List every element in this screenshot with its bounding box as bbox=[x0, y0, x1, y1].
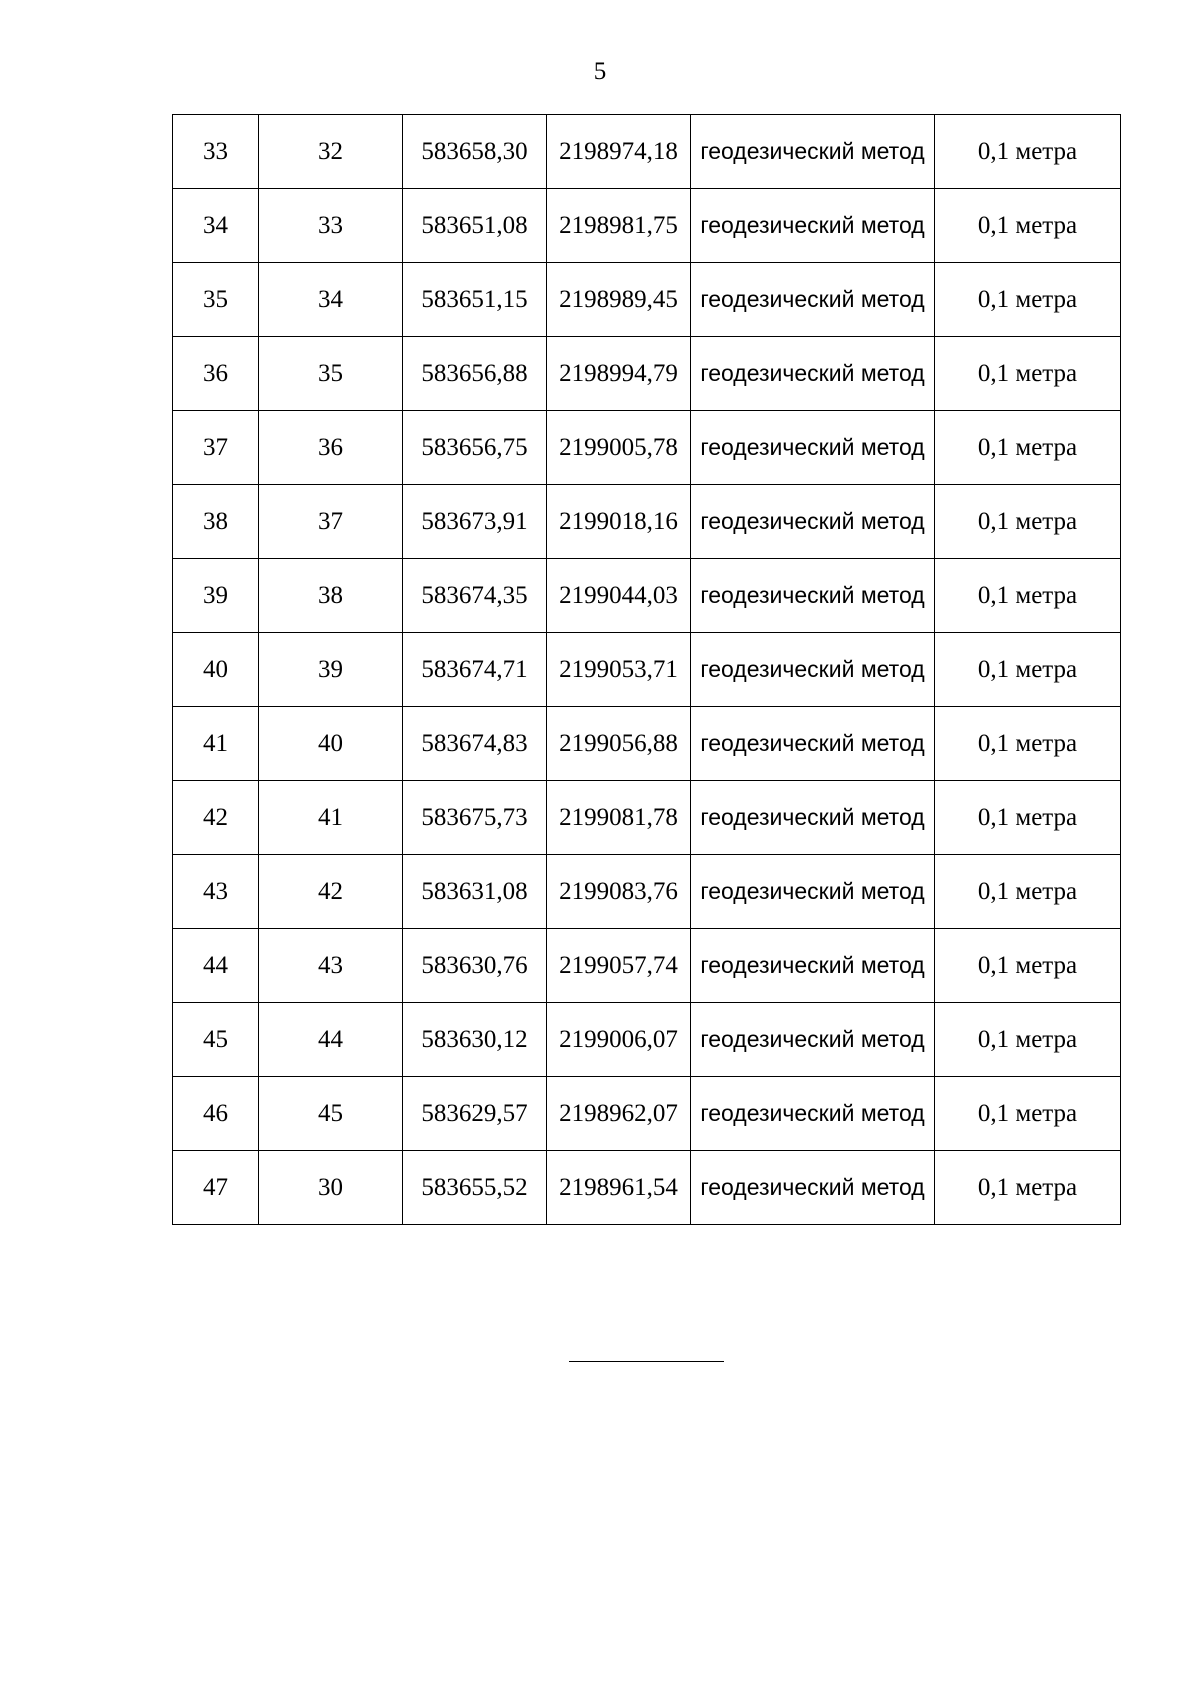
table-row bbox=[173, 929, 1121, 1003]
point-number-cell: 40 bbox=[259, 707, 403, 781]
table-row bbox=[173, 781, 1121, 855]
x-coordinate-cell: 583655,52 bbox=[403, 1151, 547, 1225]
row-number-cell: 47 bbox=[173, 1151, 259, 1225]
row-number-cell: 41 bbox=[173, 707, 259, 781]
accuracy-cell: 0,1 метра bbox=[935, 1003, 1121, 1077]
row-number-cell: 33 bbox=[173, 115, 259, 189]
row-number-cell: 44 bbox=[173, 929, 259, 1003]
x-coordinate-cell: 583630,76 bbox=[403, 929, 547, 1003]
method-cell: геодезический метод bbox=[691, 707, 935, 781]
accuracy-cell: 0,1 метра bbox=[935, 337, 1121, 411]
x-coordinate-cell: 583630,12 bbox=[403, 1003, 547, 1077]
point-number-cell: 36 bbox=[259, 411, 403, 485]
table-row bbox=[173, 707, 1121, 781]
y-coordinate-cell: 2199057,74 bbox=[547, 929, 691, 1003]
method-cell: геодезический метод bbox=[691, 929, 935, 1003]
x-coordinate-cell: 583651,08 bbox=[403, 189, 547, 263]
point-number-cell: 44 bbox=[259, 1003, 403, 1077]
point-number-cell: 41 bbox=[259, 781, 403, 855]
method-cell: геодезический метод bbox=[691, 855, 935, 929]
table-row bbox=[173, 633, 1121, 707]
table-row bbox=[173, 855, 1121, 929]
method-cell: геодезический метод bbox=[691, 1077, 935, 1151]
y-coordinate-cell: 2199044,03 bbox=[547, 559, 691, 633]
x-coordinate-cell: 583674,83 bbox=[403, 707, 547, 781]
y-coordinate-cell: 2199005,78 bbox=[547, 411, 691, 485]
table-row bbox=[173, 263, 1121, 337]
x-coordinate-cell: 583673,91 bbox=[403, 485, 547, 559]
y-coordinate-cell: 2199053,71 bbox=[547, 633, 691, 707]
point-number-cell: 38 bbox=[259, 559, 403, 633]
y-coordinate-cell: 2198981,75 bbox=[547, 189, 691, 263]
accuracy-cell: 0,1 метра bbox=[935, 559, 1121, 633]
row-number-cell: 39 bbox=[173, 559, 259, 633]
point-number-cell: 32 bbox=[259, 115, 403, 189]
point-number-cell: 45 bbox=[259, 1077, 403, 1151]
x-coordinate-cell: 583675,73 bbox=[403, 781, 547, 855]
accuracy-cell: 0,1 метра bbox=[935, 929, 1121, 1003]
point-number-cell: 33 bbox=[259, 189, 403, 263]
accuracy-cell: 0,1 метра bbox=[935, 1151, 1121, 1225]
table-row bbox=[173, 1003, 1121, 1077]
y-coordinate-cell: 2198962,07 bbox=[547, 1077, 691, 1151]
x-coordinate-cell: 583651,15 bbox=[403, 263, 547, 337]
y-coordinate-cell: 2198974,18 bbox=[547, 115, 691, 189]
method-cell: геодезический метод bbox=[691, 559, 935, 633]
accuracy-cell: 0,1 метра bbox=[935, 855, 1121, 929]
x-coordinate-cell: 583631,08 bbox=[403, 855, 547, 929]
row-number-cell: 38 bbox=[173, 485, 259, 559]
y-coordinate-cell: 2198961,54 bbox=[547, 1151, 691, 1225]
accuracy-cell: 0,1 метра bbox=[935, 411, 1121, 485]
y-coordinate-cell: 2199056,88 bbox=[547, 707, 691, 781]
row-number-cell: 37 bbox=[173, 411, 259, 485]
row-number-cell: 43 bbox=[173, 855, 259, 929]
row-number-cell: 40 bbox=[173, 633, 259, 707]
accuracy-cell: 0,1 метра bbox=[935, 633, 1121, 707]
method-cell: геодезический метод bbox=[691, 485, 935, 559]
method-cell: геодезический метод bbox=[691, 1003, 935, 1077]
method-cell: геодезический метод bbox=[691, 411, 935, 485]
method-cell: геодезический метод bbox=[691, 189, 935, 263]
x-coordinate-cell: 583674,71 bbox=[403, 633, 547, 707]
table-row bbox=[173, 189, 1121, 263]
point-number-cell: 43 bbox=[259, 929, 403, 1003]
accuracy-cell: 0,1 метра bbox=[935, 781, 1121, 855]
accuracy-cell: 0,1 метра bbox=[935, 707, 1121, 781]
table-row bbox=[173, 1077, 1121, 1151]
accuracy-cell: 0,1 метра bbox=[935, 1077, 1121, 1151]
end-of-document-rule bbox=[569, 1361, 724, 1362]
coordinates-table-body bbox=[173, 115, 1121, 1225]
accuracy-cell: 0,1 метра bbox=[935, 189, 1121, 263]
point-number-cell: 34 bbox=[259, 263, 403, 337]
accuracy-cell: 0,1 метра bbox=[935, 485, 1121, 559]
method-cell: геодезический метод bbox=[691, 1151, 935, 1225]
table-row bbox=[173, 1151, 1121, 1225]
method-cell: геодезический метод bbox=[691, 633, 935, 707]
method-cell: геодезический метод bbox=[691, 337, 935, 411]
row-number-cell: 36 bbox=[173, 337, 259, 411]
table-row bbox=[173, 337, 1121, 411]
x-coordinate-cell: 583629,57 bbox=[403, 1077, 547, 1151]
accuracy-cell: 0,1 метра bbox=[935, 115, 1121, 189]
x-coordinate-cell: 583656,75 bbox=[403, 411, 547, 485]
y-coordinate-cell: 2199018,16 bbox=[547, 485, 691, 559]
table-row bbox=[173, 115, 1121, 189]
coordinates-table bbox=[172, 114, 1121, 1225]
point-number-cell: 30 bbox=[259, 1151, 403, 1225]
point-number-cell: 39 bbox=[259, 633, 403, 707]
point-number-cell: 37 bbox=[259, 485, 403, 559]
y-coordinate-cell: 2199083,76 bbox=[547, 855, 691, 929]
y-coordinate-cell: 2198994,79 bbox=[547, 337, 691, 411]
method-cell: геодезический метод bbox=[691, 781, 935, 855]
row-number-cell: 45 bbox=[173, 1003, 259, 1077]
accuracy-cell: 0,1 метра bbox=[935, 263, 1121, 337]
row-number-cell: 34 bbox=[173, 189, 259, 263]
table-row bbox=[173, 485, 1121, 559]
page-number: 5 bbox=[593, 58, 607, 85]
method-cell: геодезический метод bbox=[691, 115, 935, 189]
x-coordinate-cell: 583656,88 bbox=[403, 337, 547, 411]
x-coordinate-cell: 583658,30 bbox=[403, 115, 547, 189]
y-coordinate-cell: 2198989,45 bbox=[547, 263, 691, 337]
point-number-cell: 42 bbox=[259, 855, 403, 929]
x-coordinate-cell: 583674,35 bbox=[403, 559, 547, 633]
y-coordinate-cell: 2199081,78 bbox=[547, 781, 691, 855]
method-cell: геодезический метод bbox=[691, 263, 935, 337]
row-number-cell: 35 bbox=[173, 263, 259, 337]
table-row bbox=[173, 411, 1121, 485]
row-number-cell: 42 bbox=[173, 781, 259, 855]
y-coordinate-cell: 2199006,07 bbox=[547, 1003, 691, 1077]
point-number-cell: 35 bbox=[259, 337, 403, 411]
row-number-cell: 46 bbox=[173, 1077, 259, 1151]
table-row bbox=[173, 559, 1121, 633]
